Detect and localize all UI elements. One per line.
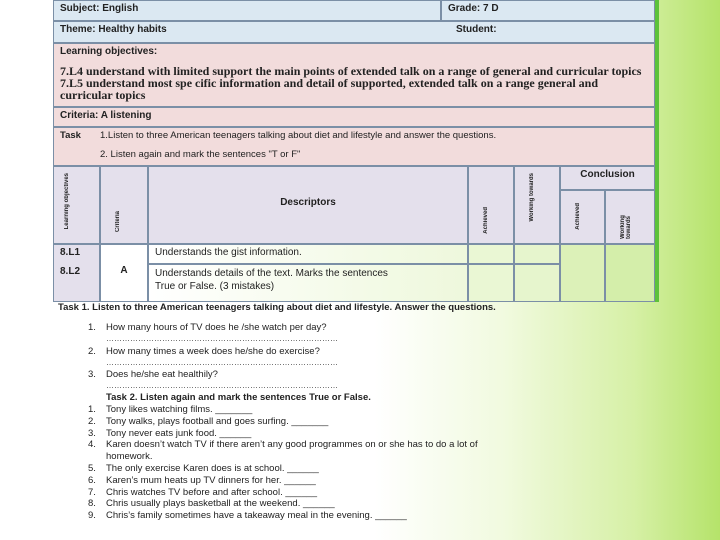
- lo-header-text: Learning objectives: [64, 173, 70, 230]
- question-text: How many times a week does he/she do exercise?: [106, 346, 320, 357]
- statement-text: Chris’s family sometimes have a takeaway meal in the evening. ______: [106, 510, 407, 522]
- objectives-cell: [53, 43, 655, 107]
- question-text: How many hours of TV does he /she watch per day?: [106, 322, 327, 333]
- task-cell: [53, 127, 655, 166]
- statement-text: Tony likes watching films. _______: [106, 404, 253, 415]
- statement-number: 3.: [88, 427, 96, 439]
- criteria: Criteria: A listening: [60, 110, 152, 121]
- green-border: [655, 0, 659, 302]
- answer-line[interactable]: ……………………………………………………………………………: [106, 381, 338, 390]
- lo-cell: [53, 244, 100, 302]
- conc-achieved-header: [560, 190, 605, 244]
- criteria-value: A: [120, 265, 128, 276]
- answer-line[interactable]: ……………………………………………………………………………: [106, 334, 338, 343]
- statement-number: 2.: [88, 415, 96, 427]
- conc-working-text: Working towards: [620, 215, 632, 239]
- conclusion-header: [560, 166, 655, 190]
- lo-header: [53, 166, 100, 244]
- subject-cell: [53, 0, 441, 21]
- conc-working-checkbox[interactable]: [605, 244, 655, 302]
- statement-number: 1.: [88, 404, 96, 415]
- objective-item: 7.L5 understand most spe cific information and detail of supported, extended talk on a range general and curricular topics: [60, 76, 599, 102]
- objective-item: 7.L4 understand with limited support the main points of extended talk on a range of general and curricular topics: [60, 64, 642, 78]
- conclusion-text: Conclusion: [580, 169, 635, 180]
- statement-number: 6.: [88, 474, 96, 486]
- criteria-header-text: Criteria: [115, 211, 121, 233]
- statement-text: Chris watches TV before and after school. ______: [106, 486, 318, 498]
- statement-text: homework.: [106, 451, 153, 463]
- achieved-header: [468, 166, 514, 244]
- lo-value: 8.L2: [60, 266, 81, 277]
- question-number: 2.: [88, 346, 96, 357]
- statement-text: Chris usually plays basketball at the weekend. ______: [106, 498, 335, 510]
- working-header-text: Working towards: [529, 173, 535, 222]
- descriptors-header: [148, 166, 468, 244]
- statement-number: 8.: [88, 498, 96, 510]
- lo-value: 8.L1: [60, 247, 81, 258]
- working-header: [514, 166, 560, 244]
- statement-text: Karen’s mum heats up TV dinners for her. ______: [106, 474, 316, 486]
- working-checkbox[interactable]: [514, 244, 560, 264]
- grade: Grade: 7 D: [448, 3, 499, 14]
- student-label: Student:: [456, 24, 497, 35]
- task-label: Task: [60, 130, 81, 141]
- achieved-checkbox[interactable]: [468, 244, 514, 264]
- statement-text: Karen doesn’t watch TV if there aren’t any good programmes on or she has to do a lot of: [106, 439, 478, 451]
- achieved-checkbox[interactable]: [468, 264, 514, 302]
- question-number: 3.: [88, 369, 96, 380]
- conc-achieved-text: Achieved: [575, 203, 581, 230]
- statement-text: Tony never eats junk food. ______: [106, 427, 252, 439]
- task2-title: Task 2. Listen again and mark the sentences True or False.: [106, 392, 371, 403]
- criteria-header: [100, 166, 148, 244]
- descriptor: Understands details of the text. Marks the sentences True or False. (3 mistakes): [155, 268, 388, 292]
- grade-cell: [441, 0, 655, 21]
- conc-achieved-checkbox[interactable]: [560, 244, 605, 302]
- statement-text: Tony walks, plays football and goes surfing. _______: [106, 415, 329, 427]
- descriptor-row: [148, 264, 468, 302]
- descriptor: Understands the gist information.: [155, 247, 302, 258]
- criteria-cell: [53, 107, 655, 127]
- subject: Subject: English: [60, 3, 139, 14]
- statement-number: 5.: [88, 463, 96, 474]
- working-checkbox[interactable]: [514, 264, 560, 302]
- descriptors-header-text: Descriptors: [280, 197, 336, 208]
- descriptor-row: [148, 244, 468, 264]
- task1-title: Task 1. Listen to three American teenagers talking about diet and lifestyle. Answer the questions.: [58, 302, 496, 313]
- question-number: 1.: [88, 322, 96, 333]
- statement-text: The only exercise Karen does is at school. ______: [106, 463, 319, 474]
- theme: Theme: Healthy habits: [60, 24, 167, 35]
- statement-number: 9.: [88, 510, 96, 522]
- objectives-title: Learning objectives:: [60, 46, 158, 57]
- answer-line[interactable]: ……………………………………………………………………………: [106, 358, 338, 367]
- conc-working-header: [605, 190, 655, 244]
- statement-number: 4.: [88, 439, 96, 451]
- statement-number: 7.: [88, 486, 96, 498]
- achieved-header-text: Achieved: [483, 207, 489, 234]
- criteria-value-cell: [100, 244, 148, 302]
- task-line: 2. Listen again and mark the sentences "T or F": [100, 149, 301, 160]
- question-text: Does he/she eat healthily?: [106, 369, 218, 380]
- theme-cell: [53, 21, 655, 43]
- task-line: 1.Listen to three American teenagers talking about diet and lifestyle and answer the questions.: [100, 130, 497, 141]
